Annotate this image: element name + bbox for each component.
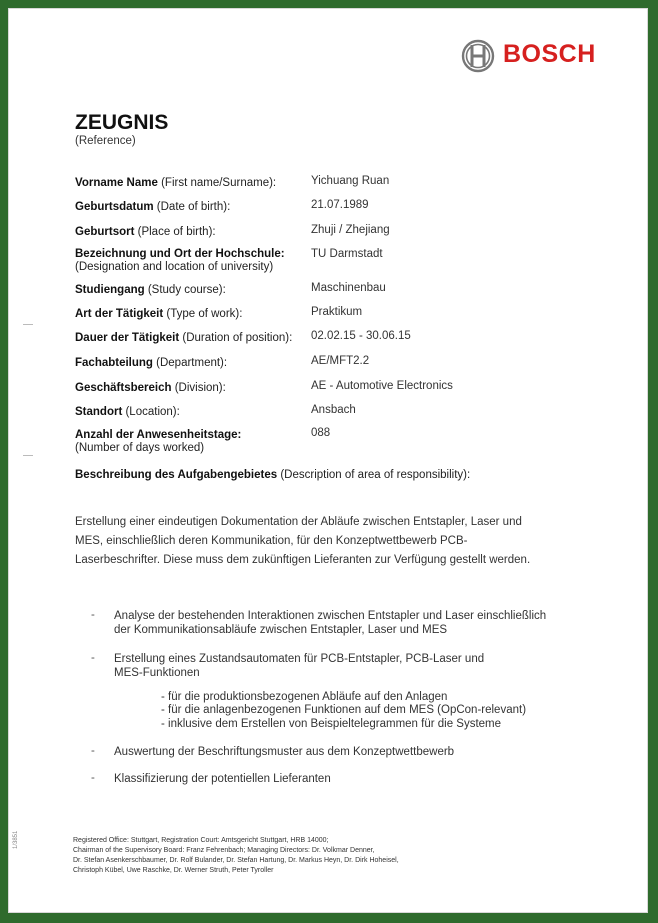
- field-duration-value: 02.02.15 - 30.06.15: [311, 330, 411, 342]
- footer-line: Dr. Stefan Asenkerschbaumer, Dr. Rolf Bulander, Dr. Stefan Hartung, Dr. Markus Heyn, Dr. Dirk Hoheisel,: [73, 857, 399, 864]
- bullet-marker: -: [91, 652, 95, 664]
- field-birthdate-value: 21.07.1989: [311, 199, 369, 211]
- side-reference-code: 1/3851: [13, 830, 19, 849]
- field-department-label: Fachabteilung (Department):: [75, 357, 228, 369]
- sub-bullet-item: - inklusive dem Erstellen von Beispieltelegrammen für die Systeme: [161, 718, 502, 730]
- bullet-marker: -: [91, 609, 95, 621]
- field-work-type-label: Art der Tätigkeit (Type of work):: [75, 308, 243, 320]
- footer-line: Christoph Kübel, Uwe Raschke, Dr. Werner Struth, Peter Tyroller: [73, 867, 274, 874]
- fold-mark: [23, 324, 33, 325]
- field-birthdate-label: Geburtsdatum (Date of birth):: [75, 201, 231, 213]
- field-university-label: Bezeichnung und Ort der Hochschule: (Designation and location of university): [75, 248, 285, 273]
- field-name-label: Vorname Name (First name/Surname):: [75, 177, 277, 189]
- bullet-item: Analyse der bestehenden Interaktionen zwischen Entstapler und Laser einschließlich der Kommunikationsabläufe zwischen Entstapler, Laser und MES: [114, 610, 547, 636]
- field-name-value: Yichuang Ruan: [311, 175, 390, 187]
- field-university-value: TU Darmstadt: [311, 248, 383, 260]
- field-location-label: Standort (Location):: [75, 406, 180, 418]
- document-subtitle: (Reference): [75, 135, 136, 147]
- reference-document: [8, 8, 648, 913]
- sub-bullet-item: - für die anlagenbezogenen Funktionen auf dem MES (OpCon-relevant): [161, 704, 527, 716]
- field-birthplace-value: Zhuji / Zhejiang: [311, 224, 390, 236]
- sub-bullet-item: - für die produktionsbezogenen Abläufe auf den Anlagen: [161, 691, 448, 703]
- bullet-marker: -: [91, 745, 95, 757]
- document-title: ZEUGNIS: [75, 111, 169, 134]
- description-heading: Beschreibung des Aufgabengebietes (Description of area of responsibility):: [75, 469, 471, 481]
- bosch-armature-icon: [461, 39, 495, 73]
- field-study-course-value: Maschinenbau: [311, 282, 386, 294]
- footer-line: Chairman of the Supervisory Board: Franz Fehrenbach; Managing Directors: Dr. Volkmar Denner,: [73, 847, 375, 854]
- field-location-value: Ansbach: [311, 404, 356, 416]
- bullet-item: Auswertung der Beschriftungsmuster aus dem Konzeptwettbewerb: [114, 746, 455, 758]
- field-department-value: AE/MFT2.2: [311, 355, 370, 367]
- company-footer: [73, 836, 523, 876]
- bosch-logo: [461, 39, 611, 73]
- field-duration-label: Dauer der Tätigkeit (Duration of position):: [75, 332, 293, 344]
- field-work-type-value: Praktikum: [311, 306, 363, 318]
- description-paragraph: Erstellung einer eindeutigen Dokumentation der Abläufe zwischen Entstapler, Laser und MES, einschließlich deren Kommunikation, für den Konzeptwettbewerb PCB-Laserbeschrifter. Diese muss dem zukünftigen Lieferanten zur Verfügung gestellt werden.: [75, 516, 531, 566]
- bullet-marker: -: [91, 772, 95, 784]
- fold-mark: [23, 455, 33, 456]
- bullet-item: Erstellung eines Zustandsautomaten für PCB-Entstapler, PCB-Laser und MES-Funktionen: [114, 653, 485, 679]
- footer-line: Registered Office: Stuttgart, Registration Court: Amtsgericht Stuttgart, HRB 14000;: [73, 837, 329, 844]
- field-days-worked-value: 088: [311, 427, 331, 439]
- brand-name: BOSCH: [503, 40, 596, 68]
- field-division-label: Geschäftsbereich (Division):: [75, 382, 226, 394]
- bullet-item: Klassifizierung der potentiellen Lieferanten: [114, 773, 331, 785]
- field-study-course-label: Studiengang (Study course):: [75, 284, 226, 296]
- field-birthplace-label: Geburtsort (Place of birth):: [75, 226, 216, 238]
- field-division-value: AE - Automotive Electronics: [311, 380, 453, 392]
- field-days-worked-label: Anzahl der Anwesenheitstage: (Number of days worked): [75, 429, 242, 454]
